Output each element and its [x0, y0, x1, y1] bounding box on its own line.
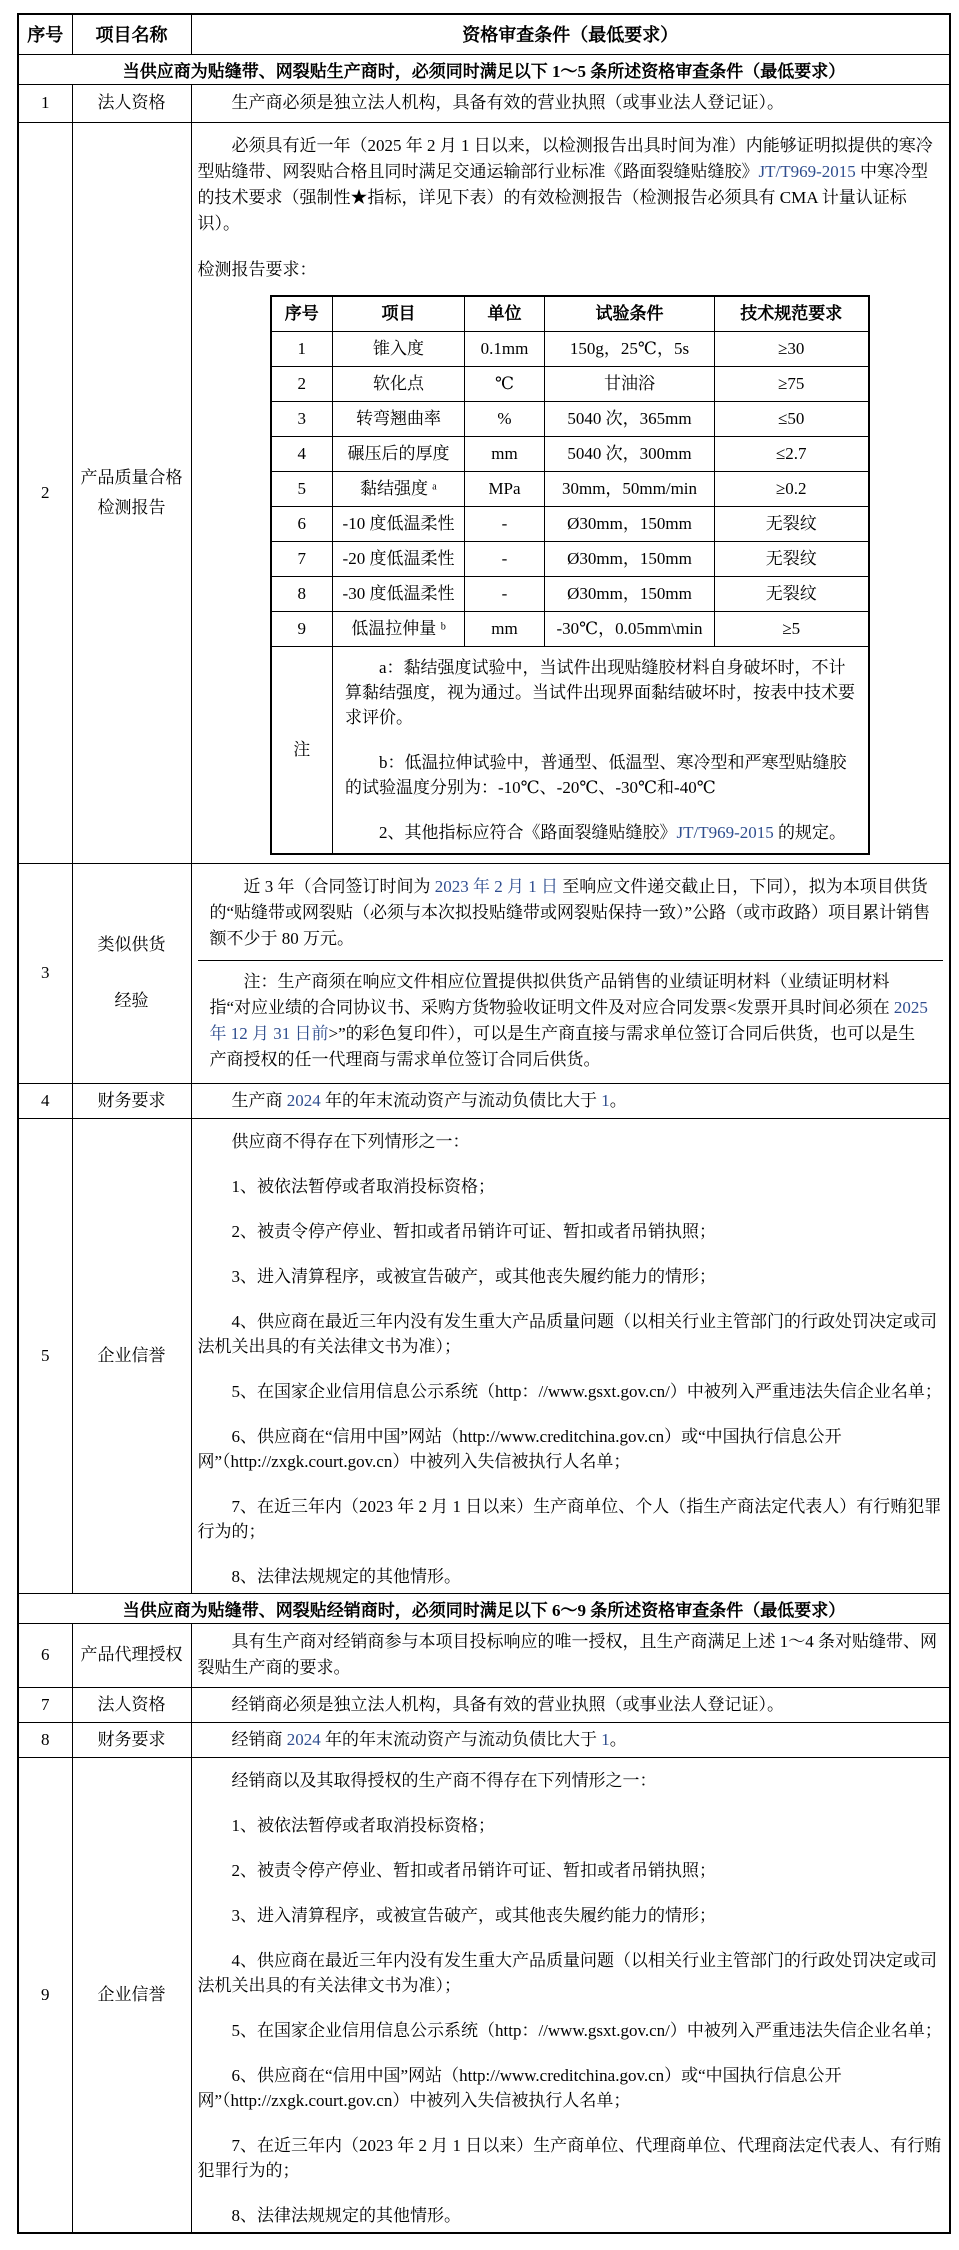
credit-item: 8、法律法规规定的其他情形。 — [231, 2205, 461, 2225]
spec-cell-requirement: ≥0.2 — [715, 471, 869, 506]
spec-cell-test-condition: 甘油浴 — [545, 366, 715, 401]
spec-note-other: 2、其他指标应符合《路面裂缝贴缝胶》JT/T969-2015 的规定。 — [379, 822, 847, 842]
credit-item-list — [198, 1813, 944, 2228]
spec-cell-requirement: ≤2.7 — [715, 436, 869, 471]
table-header-row — [18, 14, 950, 54]
spec-cell-item: -10 度低温柔性 — [333, 506, 465, 541]
spec-cell-item: -30 度低温柔性 — [333, 576, 465, 611]
spec-data-row — [271, 401, 869, 436]
spec-note-b: b：低温拉伸试验中，普通型、低温型、寒冷型和严寒型贴缝胶的试验温度分别为：-10℃、-20℃、-30℃和-40℃ — [345, 752, 847, 797]
spec-cell-no: 8 — [271, 576, 333, 611]
row-7-name: 法人资格 — [72, 1687, 191, 1722]
row-2-number: 2 — [18, 122, 72, 863]
row-3-name-line2: 经验 — [114, 991, 149, 1010]
supply-experience-requirement — [198, 866, 944, 960]
spec-cell-unit: - — [465, 576, 545, 611]
spec-note-row — [271, 646, 869, 854]
row-8-condition — [191, 1722, 950, 1757]
col-header-conditions: 资格审查条件（最低要求） — [191, 14, 950, 54]
row-9-number: 9 — [18, 1757, 72, 2233]
row-6-number: 6 — [18, 1623, 72, 1687]
row-6-condition — [191, 1623, 950, 1687]
spec-cell-unit: - — [465, 541, 545, 576]
spec-cell-item: 低温拉伸量 ᵇ — [333, 611, 465, 646]
spec-cell-unit: mm — [465, 611, 545, 646]
credit-item: 1、被依法暂停或者取消投标资格； — [231, 1176, 495, 1196]
condition-text: 经销商 2024 年的年末流动资产与流动负债比大于 1。 — [231, 1729, 627, 1749]
row-5-name: 企业信誉 — [72, 1118, 191, 1593]
col-header-no: 序号 — [18, 14, 72, 54]
condition-text: 经销商必须是独立法人机构，具备有效的营业执照（或事业法人登记证）。 — [231, 1694, 784, 1714]
spec-data-row — [271, 576, 869, 611]
spec-cell-no: 4 — [271, 436, 333, 471]
condition-text: 生产商必须是独立法人机构，具备有效的营业执照（或事业法人登记证）。 — [231, 93, 784, 112]
spec-data-row — [271, 506, 869, 541]
row-4-number: 4 — [18, 1083, 72, 1118]
spec-cell-item: -20 度低温柔性 — [333, 541, 465, 576]
producer-banner-row — [18, 54, 950, 84]
spec-col-unit: 单位 — [465, 296, 545, 332]
spec-col-test-condition: 试验条件 — [545, 296, 715, 332]
spec-data-row — [271, 471, 869, 506]
spec-cell-test-condition: 5040 次，300mm — [545, 436, 715, 471]
spec-cell-no: 5 — [271, 471, 333, 506]
credit-item: 6、供应商在“信用中国”网站（http://www.creditchina.gov.cn）或“中国执行信息公开网”（http://zxgk.court.gov.cn）中被列入失信被执行人名单； — [197, 2065, 842, 2110]
spec-header-row — [271, 296, 869, 332]
col-header-name: 项目名称 — [72, 14, 191, 54]
credit-item: 2、被责令停产停业、暂扣或者吊销许可证、暂扣或者吊销执照； — [231, 1221, 716, 1241]
row-2-name-line2: 检测报告 — [97, 497, 166, 517]
spec-cell-unit: % — [465, 401, 545, 436]
spec-data-row — [271, 331, 869, 366]
spec-data-row — [271, 541, 869, 576]
credit-item: 1、被依法暂停或者取消投标资格； — [231, 1815, 495, 1835]
row-1-condition — [191, 84, 950, 122]
credit-item: 6、供应商在“信用中国”网站（http://www.creditchina.gov.cn）或“中国执行信息公开网”（http://zxgk.court.gov.cn）中被列入失信被执行人名单； — [197, 1426, 842, 1471]
spec-data-row — [271, 366, 869, 401]
credit-item: 2、被责令停产停业、暂扣或者吊销许可证、暂扣或者吊销执照； — [231, 1860, 716, 1880]
row-3-name-line1: 类似供货 — [97, 935, 166, 954]
spec-col-requirement: 技术规范要求 — [715, 296, 869, 332]
spec-cell-no: 7 — [271, 541, 333, 576]
table-row — [18, 1118, 950, 1593]
credit-item: 3、进入清算程序，或被宣告破产，或其他丧失履约能力的情形； — [231, 1266, 716, 1286]
spec-cell-item: 黏结强度 ᵃ — [333, 471, 465, 506]
qualification-table — [17, 13, 951, 2234]
report-requirements-label: 检测报告要求： — [197, 259, 317, 279]
spec-cell-test-condition: Ø30mm，150mm — [545, 541, 715, 576]
row-2-name — [72, 122, 191, 863]
spec-cell-test-condition: Ø30mm，150mm — [545, 576, 715, 611]
spec-cell-item: 碾压后的厚度 — [333, 436, 465, 471]
table-row — [18, 1687, 950, 1722]
row-2-name-line1: 产品质量合格 — [80, 467, 183, 487]
table-row — [18, 1722, 950, 1757]
spec-note-label: 注 — [271, 646, 333, 854]
spec-cell-requirement: ≤50 — [715, 401, 869, 436]
spec-cell-item: 锥入度 — [333, 331, 465, 366]
row-3-name — [72, 863, 191, 1083]
credit-intro: 经销商以及其取得授权的生产商不得存在下列情形之一： — [231, 1770, 657, 1790]
spec-cell-test-condition: 150g，25℃，5s — [545, 331, 715, 366]
spec-cell-no: 9 — [271, 611, 333, 646]
credit-intro: 供应商不得存在下列情形之一： — [231, 1131, 470, 1151]
row-5-condition — [191, 1118, 950, 1593]
table-row — [18, 84, 950, 122]
row-4-name: 财务要求 — [72, 1083, 191, 1118]
credit-item-list — [198, 1174, 944, 1589]
spec-table — [270, 295, 870, 855]
row-9-condition — [191, 1757, 950, 2233]
credit-item: 5、在国家企业信用信息公示系统（http：//www.gsxt.gov.cn/）中被列入严重违法失信企业名单； — [231, 2020, 942, 2040]
row-7-number: 7 — [18, 1687, 72, 1722]
table-row — [18, 863, 950, 1083]
row-5-number: 5 — [18, 1118, 72, 1593]
spec-cell-requirement: ≥30 — [715, 331, 869, 366]
condition-text: 注：生产商须在响应文件相应位置提供拟供货产品销售的业绩证明材料（业绩证明材料指“对应业绩的合同协议书、采购方货物验收证明文件及对应合同发票<发票开具时间必须在 2025 年 12 月 31 日前>”的彩色复印件），可以是生产商直接与需求单位签订合同后供货，也可以是生产商授权的任一代理商与需求单位签订合同后供货。 — [209, 971, 928, 1069]
spec-data-row — [271, 436, 869, 471]
table-row — [18, 1623, 950, 1687]
spec-cell-requirement: 无裂纹 — [715, 506, 869, 541]
spec-cell-test-condition: Ø30mm，150mm — [545, 506, 715, 541]
condition-text: 生产商 2024 年的年末流动资产与流动负债比大于 1。 — [231, 1090, 627, 1110]
row-2-condition — [191, 122, 950, 863]
row-9-name: 企业信誉 — [72, 1757, 191, 2233]
table-row — [18, 1083, 950, 1118]
table-row — [18, 1757, 950, 2233]
spec-cell-test-condition: -30℃，0.05mm\min — [545, 611, 715, 646]
condition-text: 具有生产商对经销商参与本项目投标响应的唯一授权，且生产商满足上述 1～4 条对贴缝带、网裂贴生产商的要求。 — [197, 1632, 937, 1677]
row-4-condition — [191, 1083, 950, 1118]
spec-cell-requirement: 无裂纹 — [715, 541, 869, 576]
condition-text: 近 3 年（合同签订时间为 2023 年 2 月 1 日 至响应文件递交截止日，下同），拟为本项目供货的“贴缝带或网裂贴（必须与本次拟投贴缝带或网裂贴保持一致）”公路（或市政路）项目累计销售额不少于 80 万元。 — [209, 876, 931, 948]
row-7-condition — [191, 1687, 950, 1722]
credit-item: 7、在近三年内（2023 年 2 月 1 日以来）生产商单位、代理商单位、代理商法定代表人、有行贿犯罪行为的； — [197, 2135, 942, 2180]
credit-item: 7、在近三年内（2023 年 2 月 1 日以来）生产商单位、个人（指生产商法定代表人）有行贿犯罪行为的； — [197, 1496, 942, 1541]
row-8-number: 8 — [18, 1722, 72, 1757]
row-6-name: 产品代理授权 — [72, 1623, 191, 1687]
report-intro-text: 必须具有近一年（2025 年 2 月 1 日以来，以检测报告出具时间为准）内能够证明拟提供的寒冷型贴缝带、网裂贴合格且同时满足交通运输部行业标准《路面裂缝贴缝胶》JT/T969-2015 中寒冷型的技术要求（强制性★指标，详见下表）的有效检测报告（检测报告必须具有 CMA 计量认证标识）。 — [197, 135, 933, 233]
spec-cell-unit: MPa — [465, 471, 545, 506]
row-3-number: 3 — [18, 863, 72, 1083]
spec-cell-unit: ℃ — [465, 366, 545, 401]
row-3-condition — [191, 863, 950, 1083]
spec-cell-unit: mm — [465, 436, 545, 471]
spec-cell-requirement: ≥75 — [715, 366, 869, 401]
credit-item: 3、进入清算程序，或被宣告破产，或其他丧失履约能力的情形； — [231, 1905, 716, 1925]
supply-experience-note — [198, 960, 944, 1081]
spec-cell-requirement: 无裂纹 — [715, 576, 869, 611]
producer-banner: 当供应商为贴缝带、网裂贴生产商时，必须同时满足以下 1～5 条所述资格审查条件（最低要求） — [18, 54, 950, 84]
table-row — [18, 122, 950, 863]
spec-cell-no: 2 — [271, 366, 333, 401]
dealer-banner-row — [18, 1593, 950, 1623]
spec-cell-unit: 0.1mm — [465, 331, 545, 366]
spec-data-row — [271, 611, 869, 646]
spec-note-content — [333, 646, 869, 854]
row-8-name: 财务要求 — [72, 1722, 191, 1757]
spec-cell-test-condition: 30mm，50mm/min — [545, 471, 715, 506]
spec-cell-no: 6 — [271, 506, 333, 541]
credit-item: 4、供应商在最近三年内没有发生重大产品质量问题（以相关行业主管部门的行政处罚决定或司法机关出具的有关法律文书为准）； — [197, 1950, 937, 1995]
spec-cell-no: 1 — [271, 331, 333, 366]
dealer-banner: 当供应商为贴缝带、网裂贴经销商时，必须同时满足以下 6～9 条所述资格审查条件（最低要求） — [18, 1593, 950, 1623]
spec-cell-requirement: ≥5 — [715, 611, 869, 646]
row-1-name: 法人资格 — [72, 84, 191, 122]
spec-cell-item: 软化点 — [333, 366, 465, 401]
spec-col-no: 序号 — [271, 296, 333, 332]
spec-cell-unit: - — [465, 506, 545, 541]
spec-cell-item: 转弯翘曲率 — [333, 401, 465, 436]
spec-cell-test-condition: 5040 次，365mm — [545, 401, 715, 436]
credit-item: 8、法律法规规定的其他情形。 — [231, 1566, 461, 1586]
spec-cell-no: 3 — [271, 401, 333, 436]
spec-col-item: 项目 — [333, 296, 465, 332]
credit-item: 5、在国家企业信用信息公示系统（http：//www.gsxt.gov.cn/）中被列入严重违法失信企业名单； — [231, 1381, 942, 1401]
row-1-number: 1 — [18, 84, 72, 122]
spec-note-a: a：黏结强度试验中，当试件出现贴缝胶材料自身破坏时，不计算黏结强度，视为通过。当试件出现界面黏结破坏时，按表中技术要求评价。 — [345, 657, 855, 727]
credit-item: 4、供应商在最近三年内没有发生重大产品质量问题（以相关行业主管部门的行政处罚决定或司法机关出具的有关法律文书为准）； — [197, 1311, 937, 1356]
